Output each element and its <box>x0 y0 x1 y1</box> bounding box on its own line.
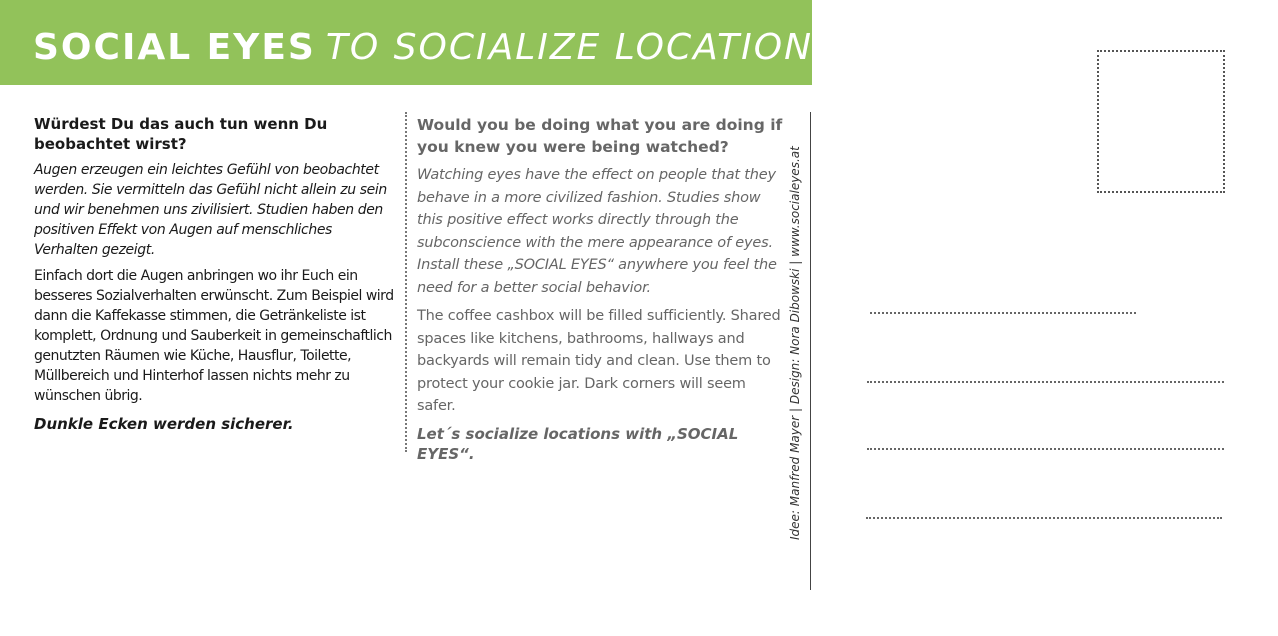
english-closing: Let´s socialize locations with „SOCIAL EYES“. <box>417 424 739 463</box>
german-closing: Dunkle Ecken werden sicherer. <box>34 415 294 433</box>
english-heading: Would you be doing what you are doing if you knew you were being watched? <box>417 116 783 156</box>
address-line <box>870 312 1136 314</box>
banner-title-light: TO SOCIALIZE LOCATIONS <box>325 27 838 68</box>
english-body: The coffee cashbox will be filled sufficiently. Shared spaces like kitchens, bathrooms, hallways and backyards will remain tidy and clean. Use them to protect your cookie jar. Dark corners will seem safer. <box>417 308 781 414</box>
english-column <box>417 114 787 464</box>
stamp-box <box>1097 50 1225 193</box>
banner-title-bold: SOCIAL EYES <box>33 27 316 68</box>
address-line <box>866 517 1222 519</box>
address-line <box>867 381 1224 383</box>
german-intro: Augen erzeugen ein leichtes Gefühl von beobachtet werden. Sie vermitteln das Gefühl nicht allein zu sein und wir benehmen uns zivilisiert. Studien haben den positiven Effekt von Augen auf menschliches Verhalten gezeigt. <box>34 162 387 258</box>
postcard-divider <box>810 112 811 590</box>
german-column <box>34 114 394 434</box>
english-intro: Watching eyes have the effect on people that they behave in a more civilized fashion. Studies show this positive effect works directly through the subconscience with the mere appearance of eyes. Install these „SOCIAL EYES“ anywhere you feel the need for a better social behavior. <box>417 167 777 296</box>
column-divider <box>405 112 407 452</box>
german-heading: Würdest Du das auch tun wenn Du beobachtet wirst? <box>34 115 328 153</box>
address-line <box>867 448 1224 450</box>
banner-title <box>33 27 838 68</box>
title-banner <box>0 0 838 85</box>
german-body: Einfach dort die Augen anbringen wo ihr Euch ein besseres Sozialverhalten erwünscht. Zum Beispiel wird dann die Kaffekasse stimmen, die Getränkeliste ist komplett, Ordnung und Sauberkeit in gemeinschaftlich genutzten Räumen wie Küche, Hausflur, Toilette, Müllbereich und Hinterhof lassen nichts mehr zu wünschen übrig. <box>34 268 394 404</box>
credit-line: Idee: Manfred Mayer | Design: Nora Dibowski | www.socialeyes.at <box>788 146 802 540</box>
